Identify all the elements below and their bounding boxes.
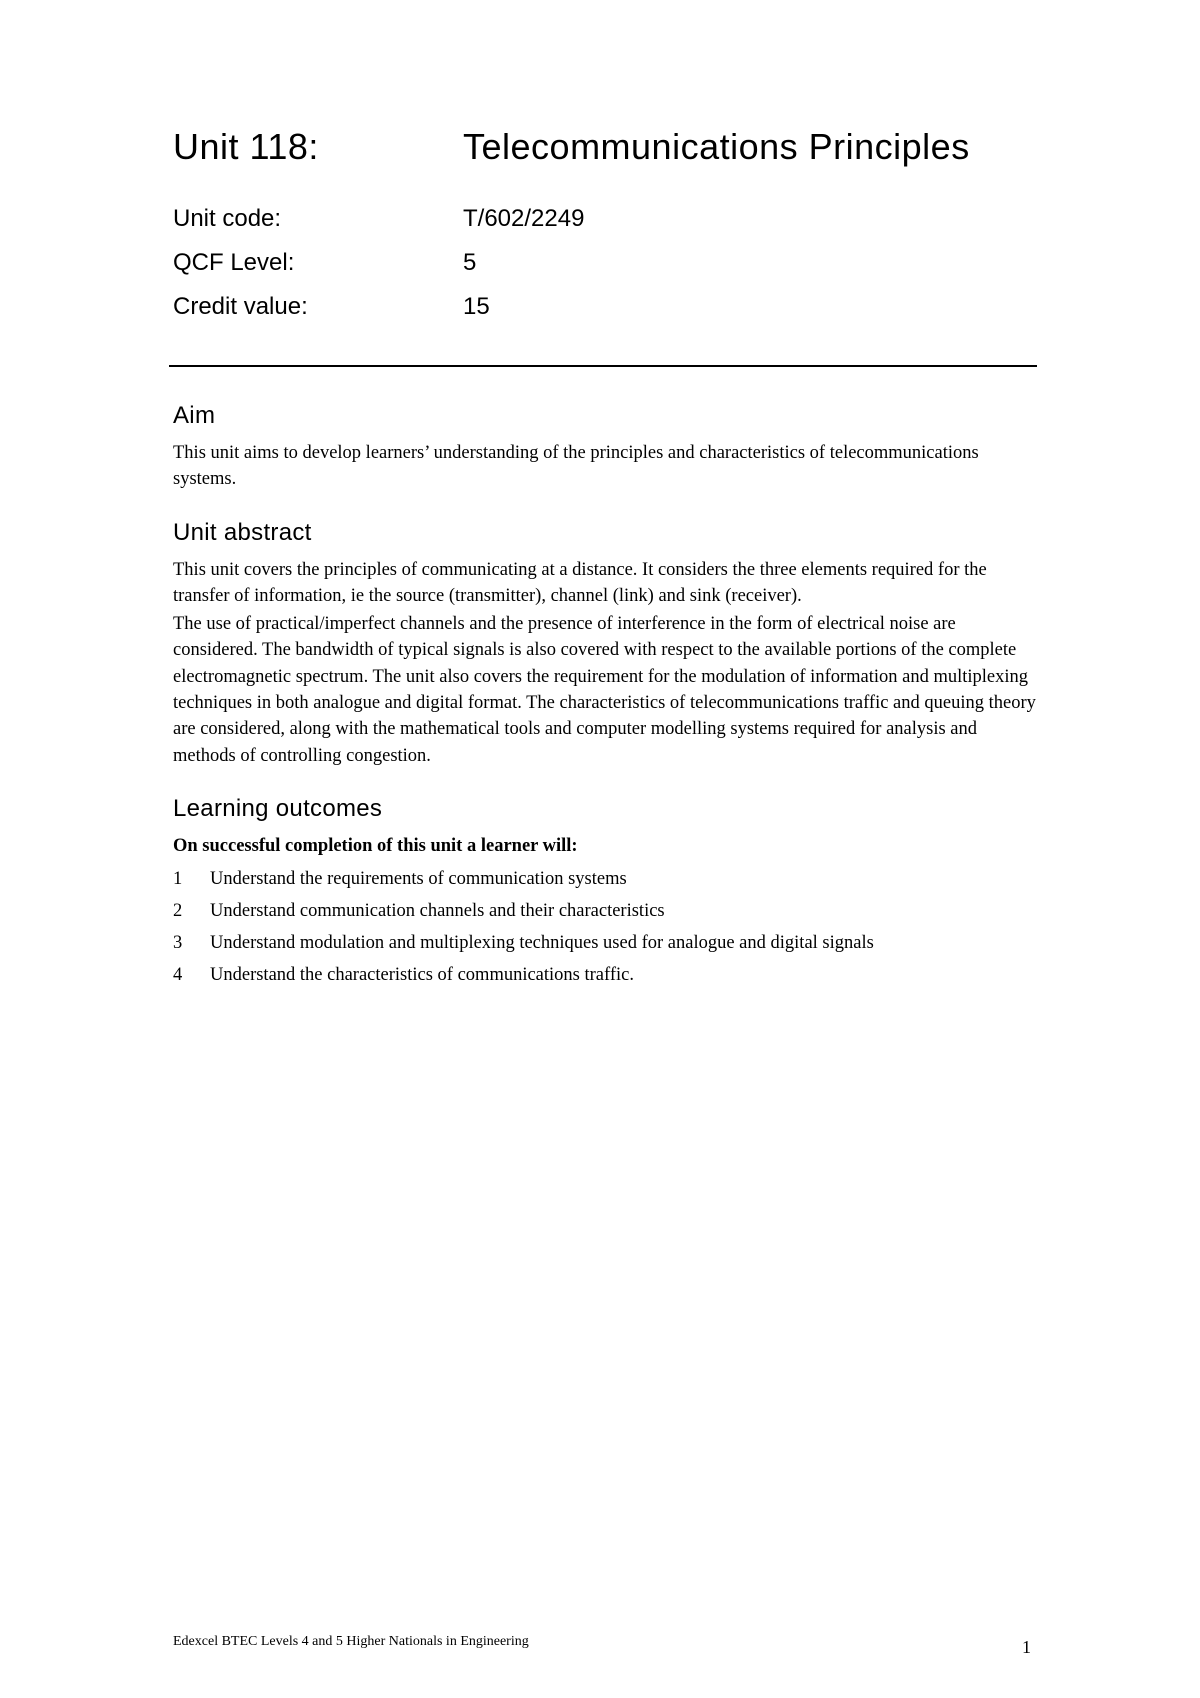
abstract-heading: Unit abstract: [173, 518, 312, 546]
outcome-number: 2: [173, 900, 183, 921]
list-item: [173, 927, 1043, 959]
meta-row-unit-code: [173, 203, 584, 247]
outcome-text: Understand the characteristics of communications traffic.: [210, 964, 634, 985]
meta-key: Unit code:: [173, 205, 282, 232]
outcome-text: Understand modulation and multiplexing techniques used for analogue and digital signals: [210, 932, 874, 953]
outcome-text: Understand the requirements of communication systems: [210, 868, 627, 889]
meta-key: Credit value:: [173, 293, 308, 320]
meta-value: T/602/2249: [463, 205, 585, 232]
learning-outcomes-list: [173, 863, 1043, 991]
meta-value: 15: [463, 293, 490, 320]
list-item: [173, 863, 1043, 895]
unit-content: [173, 400, 1043, 1015]
meta-row-qcf-level: [173, 247, 584, 291]
outcome-number: 3: [173, 932, 183, 953]
meta-row-credit-value: [173, 291, 584, 335]
aim-text: This unit aims to develop learners’ understanding of the principles and characteristics of telecommunications systems.: [173, 443, 979, 490]
abstract-paragraph: The use of practical/imperfect channels and the presence of interference in the form of electrical noise are considered. The bandwidth of typical signals is also covered with respect to the available portions of the complete electromagnetic spectrum. The unit also covers the requirement for the modulation of information and multiplexing techniques in both analogue and digital format. The characteristics of telecommunications traffic and queuing theory are considered, along with the mathematical tools and computer modelling systems required for analysis and methods of controlling congestion.: [173, 614, 1036, 766]
page-number: 1: [1022, 1637, 1031, 1657]
unit-title: [173, 124, 1053, 170]
outcome-number: 1: [173, 868, 183, 889]
learning-outcomes-intro: On successful completion of this unit a learner will:: [173, 835, 578, 856]
unit-number: Unit 118:: [173, 126, 319, 167]
header-divider: [169, 365, 1037, 367]
learning-outcomes-heading: Learning outcomes: [173, 794, 383, 822]
abstract-section: [173, 517, 1043, 769]
unit-meta: [173, 203, 584, 335]
abstract-paragraph: This unit covers the principles of communicating at a distance. It considers the three elements required for the transfer of information, ie the source (transmitter), channel (link) and sink (receiver).: [173, 559, 987, 606]
list-item: [173, 895, 1043, 927]
aim-section: [173, 400, 1043, 493]
outcome-number: 4: [173, 964, 183, 985]
learning-outcomes-section: [173, 793, 1043, 991]
list-item: [173, 959, 1043, 991]
aim-heading: Aim: [173, 402, 216, 429]
outcome-text: Understand communication channels and their characteristics: [210, 900, 665, 921]
meta-value: 5: [463, 249, 477, 276]
meta-key: QCF Level:: [173, 249, 295, 276]
footer-text: Edexcel BTEC Levels 4 and 5 Higher Nationals in Engineering: [173, 1634, 529, 1649]
unit-name: Telecommunications Principles: [463, 126, 970, 167]
